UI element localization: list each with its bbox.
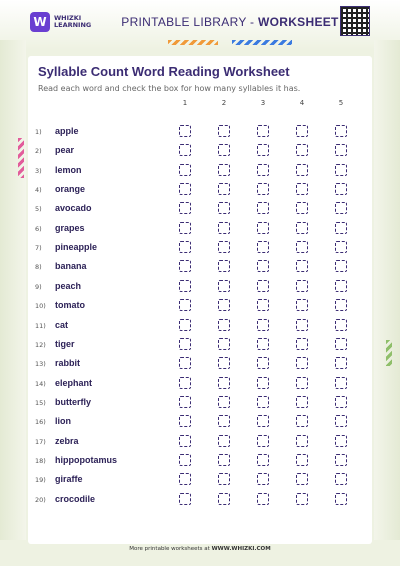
- syllable-checkbox-1[interactable]: [179, 454, 191, 466]
- row-word: elephant: [55, 377, 93, 388]
- worksheet-title: Syllable Count Word Reading Worksheet: [38, 64, 290, 79]
- syllable-checkbox-2[interactable]: [218, 125, 230, 137]
- header-title-plain: PRINTABLE LIBRARY -: [121, 15, 258, 29]
- syllable-checkbox-4[interactable]: [296, 202, 308, 214]
- frame-left: [0, 40, 26, 540]
- syllable-checkbox-5[interactable]: [335, 338, 347, 350]
- word-row: [28, 375, 372, 394]
- syllable-checkbox-3[interactable]: [257, 454, 269, 466]
- row-word: tomato: [55, 300, 85, 311]
- syllable-checkbox-4[interactable]: [296, 299, 308, 311]
- row-number: 17): [35, 437, 46, 446]
- syllable-checkbox-1[interactable]: [179, 435, 191, 447]
- row-number: 2): [35, 147, 42, 156]
- row-number: 10): [35, 302, 46, 311]
- syllable-checkbox-1[interactable]: [179, 222, 191, 234]
- syllable-checkbox-3[interactable]: [257, 241, 269, 253]
- syllable-checkbox-4[interactable]: [296, 493, 308, 505]
- syllable-checkbox-2[interactable]: [218, 144, 230, 156]
- word-row: [28, 452, 372, 471]
- column-header-5: 5: [338, 99, 344, 107]
- syllable-checkbox-4[interactable]: [296, 183, 308, 195]
- syllable-checkbox-5[interactable]: [335, 435, 347, 447]
- syllable-checkbox-4[interactable]: [296, 473, 308, 485]
- syllable-checkbox-1[interactable]: [179, 319, 191, 331]
- row-number: 14): [35, 379, 46, 388]
- syllable-checkbox-1[interactable]: [179, 280, 191, 292]
- word-row: [28, 336, 372, 355]
- row-word: hippopotamus: [55, 454, 117, 465]
- syllable-checkbox-3[interactable]: [257, 222, 269, 234]
- row-number: 18): [35, 456, 46, 465]
- worksheet-instructions: Read each word and check the box for how many syllables it has.: [38, 84, 301, 93]
- syllable-checkbox-3[interactable]: [257, 435, 269, 447]
- column-header-3: 3: [260, 99, 266, 107]
- row-number: 11): [35, 321, 46, 330]
- blue-stripe-decoration: [232, 40, 292, 45]
- syllable-checkbox-5[interactable]: [335, 415, 347, 427]
- syllable-checkbox-5[interactable]: [335, 260, 347, 272]
- syllable-checkbox-3[interactable]: [257, 396, 269, 408]
- row-word: cat: [55, 319, 69, 330]
- row-word: giraffe: [55, 474, 83, 485]
- syllable-checkbox-3[interactable]: [257, 260, 269, 272]
- syllable-checkbox-5[interactable]: [335, 144, 347, 156]
- word-row: [28, 413, 372, 432]
- syllable-checkbox-5[interactable]: [335, 473, 347, 485]
- syllable-checkbox-1[interactable]: [179, 260, 191, 272]
- row-word: crocodile: [55, 493, 96, 504]
- syllable-checkbox-3[interactable]: [257, 183, 269, 195]
- word-row: [28, 258, 372, 277]
- row-word: tiger: [55, 338, 75, 349]
- word-row: [28, 239, 372, 258]
- logo-line1: WHIZKI: [54, 14, 82, 22]
- syllable-checkbox-3[interactable]: [257, 473, 269, 485]
- row-word: lemon: [55, 164, 82, 175]
- worksheet: [28, 56, 372, 544]
- syllable-checkbox-4[interactable]: [296, 396, 308, 408]
- syllable-checkbox-5[interactable]: [335, 241, 347, 253]
- syllable-checkbox-4[interactable]: [296, 144, 308, 156]
- row-number: 19): [35, 476, 46, 485]
- syllable-checkbox-2[interactable]: [218, 319, 230, 331]
- syllable-checkbox-4[interactable]: [296, 454, 308, 466]
- row-number: 9): [35, 282, 42, 291]
- row-number: 7): [35, 244, 42, 253]
- syllable-checkbox-5[interactable]: [335, 299, 347, 311]
- row-word: avocado: [55, 203, 92, 214]
- row-number: 4): [35, 186, 42, 195]
- qr-code-icon: [340, 6, 370, 36]
- syllable-checkbox-3[interactable]: [257, 357, 269, 369]
- orange-stripe-decoration: [168, 40, 218, 45]
- row-number: 16): [35, 418, 46, 427]
- syllable-checkbox-1[interactable]: [179, 144, 191, 156]
- logo-line2: LEARNING: [54, 21, 92, 29]
- word-row: [28, 220, 372, 239]
- syllable-checkbox-3[interactable]: [257, 125, 269, 137]
- syllable-checkbox-4[interactable]: [296, 164, 308, 176]
- syllable-checkbox-1[interactable]: [179, 241, 191, 253]
- syllable-checkbox-2[interactable]: [218, 357, 230, 369]
- word-row: [28, 394, 372, 413]
- syllable-checkbox-1[interactable]: [179, 357, 191, 369]
- row-word: banana: [55, 261, 87, 272]
- syllable-checkbox-4[interactable]: [296, 357, 308, 369]
- syllable-checkbox-2[interactable]: [218, 164, 230, 176]
- row-word: orange: [55, 184, 86, 195]
- row-word: pear: [55, 145, 75, 156]
- syllable-checkbox-5[interactable]: [335, 396, 347, 408]
- syllable-checkbox-1[interactable]: [179, 125, 191, 137]
- word-row: [28, 123, 372, 142]
- syllable-checkbox-1[interactable]: [179, 377, 191, 389]
- syllable-checkbox-1[interactable]: [179, 164, 191, 176]
- syllable-checkbox-1[interactable]: [179, 473, 191, 485]
- syllable-checkbox-3[interactable]: [257, 493, 269, 505]
- word-row: [28, 355, 372, 374]
- syllable-checkbox-5[interactable]: [335, 202, 347, 214]
- row-number: 13): [35, 360, 46, 369]
- footer-text: More printable worksheets at: [129, 546, 212, 552]
- row-word: pineapple: [55, 242, 98, 253]
- row-word: rabbit: [55, 358, 81, 369]
- syllable-checkbox-2[interactable]: [218, 183, 230, 195]
- row-number: 3): [35, 166, 42, 175]
- row-word: apple: [55, 126, 79, 136]
- syllable-checkbox-2[interactable]: [218, 260, 230, 272]
- syllable-checkbox-5[interactable]: [335, 164, 347, 176]
- syllable-checkbox-4[interactable]: [296, 260, 308, 272]
- row-number: 15): [35, 398, 46, 407]
- syllable-checkbox-4[interactable]: [296, 280, 308, 292]
- green-stripe-decoration: [386, 340, 392, 366]
- column-header-1: 1: [182, 99, 188, 107]
- word-row: [28, 181, 372, 200]
- whizki-logo-icon: W: [30, 12, 50, 32]
- syllable-checkbox-1[interactable]: [179, 299, 191, 311]
- syllable-checkbox-4[interactable]: [296, 241, 308, 253]
- syllable-checkbox-2[interactable]: [218, 454, 230, 466]
- syllable-checkbox-4[interactable]: [296, 435, 308, 447]
- header: [30, 6, 370, 38]
- syllable-checkbox-4[interactable]: [296, 338, 308, 350]
- header-title: [121, 15, 338, 29]
- word-row: [28, 433, 372, 452]
- syllable-checkbox-5[interactable]: [335, 319, 347, 331]
- word-row: [28, 200, 372, 219]
- word-row: [28, 297, 372, 316]
- syllable-checkbox-4[interactable]: [296, 319, 308, 331]
- syllable-checkbox-1[interactable]: [179, 338, 191, 350]
- syllable-checkbox-5[interactable]: [335, 183, 347, 195]
- syllable-checkbox-2[interactable]: [218, 202, 230, 214]
- row-number: 1): [35, 128, 42, 136]
- syllable-checkbox-2[interactable]: [218, 377, 230, 389]
- syllable-checkbox-2[interactable]: [218, 280, 230, 292]
- syllable-checkbox-5[interactable]: [335, 280, 347, 292]
- syllable-checkbox-2[interactable]: [218, 299, 230, 311]
- syllable-checkbox-4[interactable]: [296, 377, 308, 389]
- word-row: [28, 142, 372, 161]
- syllable-checkbox-1[interactable]: [179, 493, 191, 505]
- logo-text: [54, 15, 91, 29]
- syllable-checkbox-2[interactable]: [218, 473, 230, 485]
- row-word: peach: [55, 280, 82, 291]
- pink-stripe-decoration: [18, 138, 24, 178]
- syllable-checkbox-3[interactable]: [257, 319, 269, 331]
- syllable-checkbox-2[interactable]: [218, 435, 230, 447]
- syllable-checkbox-1[interactable]: [179, 415, 191, 427]
- syllable-checkbox-3[interactable]: [257, 280, 269, 292]
- syllable-checkbox-3[interactable]: [257, 164, 269, 176]
- row-word: butterfly: [55, 396, 91, 407]
- row-number: 8): [35, 263, 42, 272]
- syllable-checkbox-4[interactable]: [296, 125, 308, 137]
- word-row: [28, 317, 372, 336]
- row-number: 20): [35, 495, 46, 504]
- footer: [0, 546, 400, 552]
- row-number: 5): [35, 205, 42, 214]
- syllable-checkbox-3[interactable]: [257, 338, 269, 350]
- column-header-2: 2: [221, 99, 227, 107]
- syllable-checkbox-5[interactable]: [335, 377, 347, 389]
- syllable-checkbox-5[interactable]: [335, 125, 347, 137]
- syllable-checkbox-1[interactable]: [179, 202, 191, 214]
- syllable-checkbox-5[interactable]: [335, 493, 347, 505]
- word-row: [28, 491, 372, 510]
- header-title-bold: WORKSHEET: [257, 15, 339, 29]
- syllable-checkbox-5[interactable]: [335, 454, 347, 466]
- syllable-checkbox-5[interactable]: [335, 222, 347, 234]
- syllable-checkbox-3[interactable]: [257, 377, 269, 389]
- word-row: [28, 162, 372, 181]
- syllable-checkbox-2[interactable]: [218, 493, 230, 505]
- syllable-checkbox-3[interactable]: [257, 415, 269, 427]
- syllable-checkbox-1[interactable]: [179, 183, 191, 195]
- row-number: 12): [35, 340, 46, 349]
- syllable-checkbox-4[interactable]: [296, 222, 308, 234]
- row-word: grapes: [55, 222, 85, 233]
- syllable-checkbox-2[interactable]: [218, 241, 230, 253]
- frame-right: [374, 40, 400, 540]
- syllable-checkbox-2[interactable]: [218, 396, 230, 408]
- word-row: [28, 278, 372, 297]
- row-word: lion: [55, 416, 71, 427]
- syllable-checkbox-4[interactable]: [296, 415, 308, 427]
- syllable-checkbox-2[interactable]: [218, 415, 230, 427]
- column-header-4: 4: [299, 99, 305, 107]
- footer-url: WWW.WHIZKI.COM: [211, 546, 271, 552]
- syllable-checkbox-1[interactable]: [179, 396, 191, 408]
- row-number: 6): [35, 224, 42, 233]
- row-word: zebra: [55, 435, 79, 446]
- syllable-checkbox-3[interactable]: [257, 144, 269, 156]
- syllable-checkbox-2[interactable]: [218, 338, 230, 350]
- word-row: [28, 471, 372, 490]
- syllable-checkbox-3[interactable]: [257, 202, 269, 214]
- syllable-checkbox-3[interactable]: [257, 299, 269, 311]
- syllable-checkbox-2[interactable]: [218, 222, 230, 234]
- syllable-checkbox-5[interactable]: [335, 357, 347, 369]
